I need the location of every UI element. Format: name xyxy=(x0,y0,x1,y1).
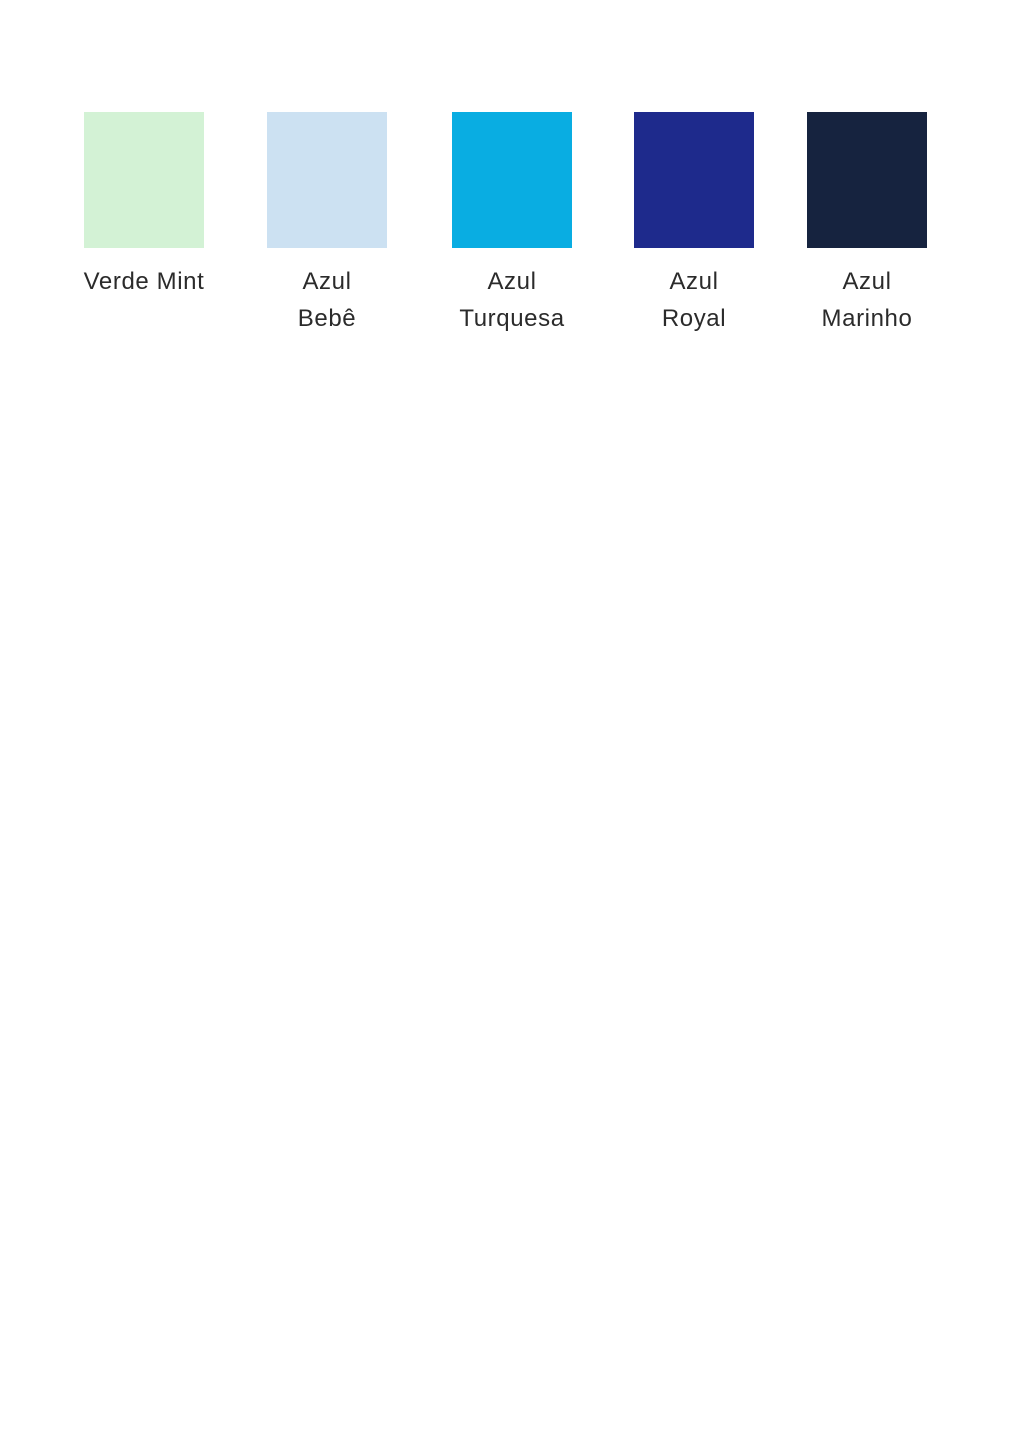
color-label-line: Bebê xyxy=(297,305,357,332)
color-item xyxy=(432,112,592,337)
color-label xyxy=(64,263,224,300)
color-palette xyxy=(0,112,1024,352)
color-label xyxy=(614,263,774,337)
color-swatch-verde-mint xyxy=(84,112,204,248)
color-swatch-azul-royal xyxy=(634,112,754,248)
color-label-line: Royal xyxy=(661,305,727,332)
color-label xyxy=(247,263,407,337)
color-item xyxy=(64,112,224,300)
color-label-line: Azul xyxy=(487,268,537,295)
color-label-line: Verde Mint xyxy=(83,268,205,295)
color-label xyxy=(432,263,592,337)
color-swatch-azul-turquesa xyxy=(452,112,572,248)
color-item xyxy=(247,112,407,337)
color-label xyxy=(787,263,947,337)
color-swatch-azul-marinho xyxy=(807,112,927,248)
color-label-line: Marinho xyxy=(821,305,913,332)
color-swatch-azul-beb- xyxy=(267,112,387,248)
color-label-line: Turquesa xyxy=(459,305,565,332)
color-label-line: Azul xyxy=(842,268,892,295)
color-label-line: Azul xyxy=(669,268,719,295)
color-label-line: Azul xyxy=(302,268,352,295)
color-item xyxy=(787,112,947,337)
color-item xyxy=(614,112,774,337)
